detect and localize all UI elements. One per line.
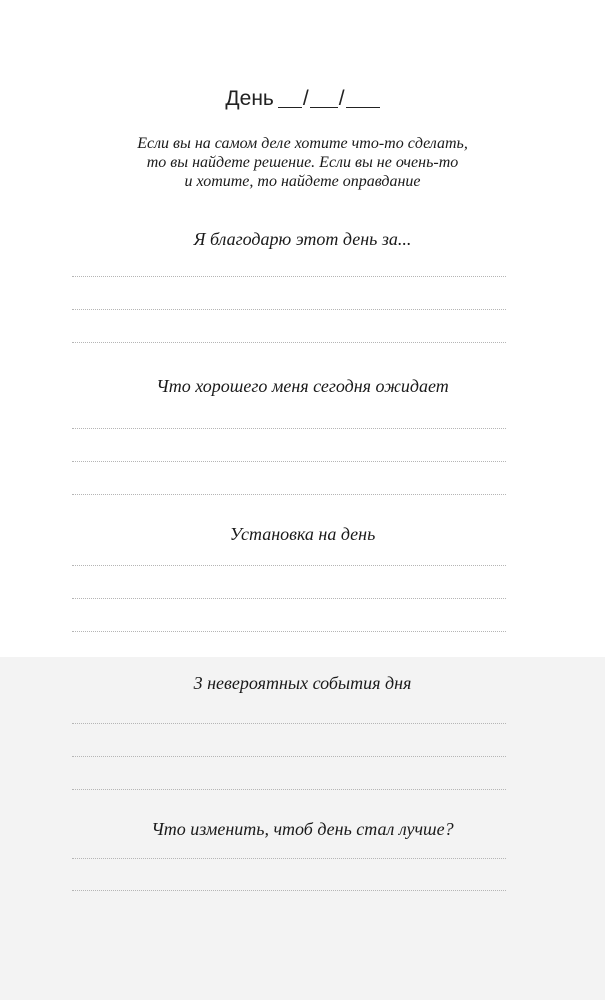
motivational-quote <box>60 134 545 191</box>
quote-line: и хотите, то найдете оправдание <box>184 173 421 190</box>
section-heading-expectations: Что хорошего меня сегодня ожидает <box>156 376 449 396</box>
date-label: День <box>225 87 274 110</box>
section-heading-improvements: Что изменить, чтоб день стал лучше? <box>151 819 454 839</box>
date-separator: / <box>338 87 345 110</box>
writing-line[interactable] <box>72 276 506 277</box>
day-blank[interactable] <box>278 87 302 108</box>
section-heading-gratitude: Я благодарю этот день за... <box>193 229 412 249</box>
writing-line[interactable] <box>72 789 506 790</box>
writing-line[interactable] <box>72 631 506 632</box>
quote-line: Если вы на самом деле хотите что-то сделать, <box>137 135 468 152</box>
writing-line[interactable] <box>72 565 506 566</box>
quote-line: то вы найдете решение. Если вы не очень-то <box>146 154 459 171</box>
month-blank[interactable] <box>310 87 338 108</box>
writing-line[interactable] <box>72 890 506 891</box>
writing-line[interactable] <box>72 858 506 859</box>
writing-line[interactable] <box>72 598 506 599</box>
writing-line[interactable] <box>72 723 506 724</box>
date-field <box>0 82 605 112</box>
writing-line[interactable] <box>72 461 506 462</box>
writing-line[interactable] <box>72 428 506 429</box>
section-heading-amazing-events: 3 невероятных события дня <box>193 673 412 693</box>
date-separator: / <box>302 87 309 110</box>
writing-line[interactable] <box>72 309 506 310</box>
year-blank[interactable] <box>346 87 380 108</box>
section-heading-affirmation: Установка на день <box>229 524 376 544</box>
writing-line[interactable] <box>72 756 506 757</box>
writing-line[interactable] <box>72 494 506 495</box>
writing-line[interactable] <box>72 342 506 343</box>
